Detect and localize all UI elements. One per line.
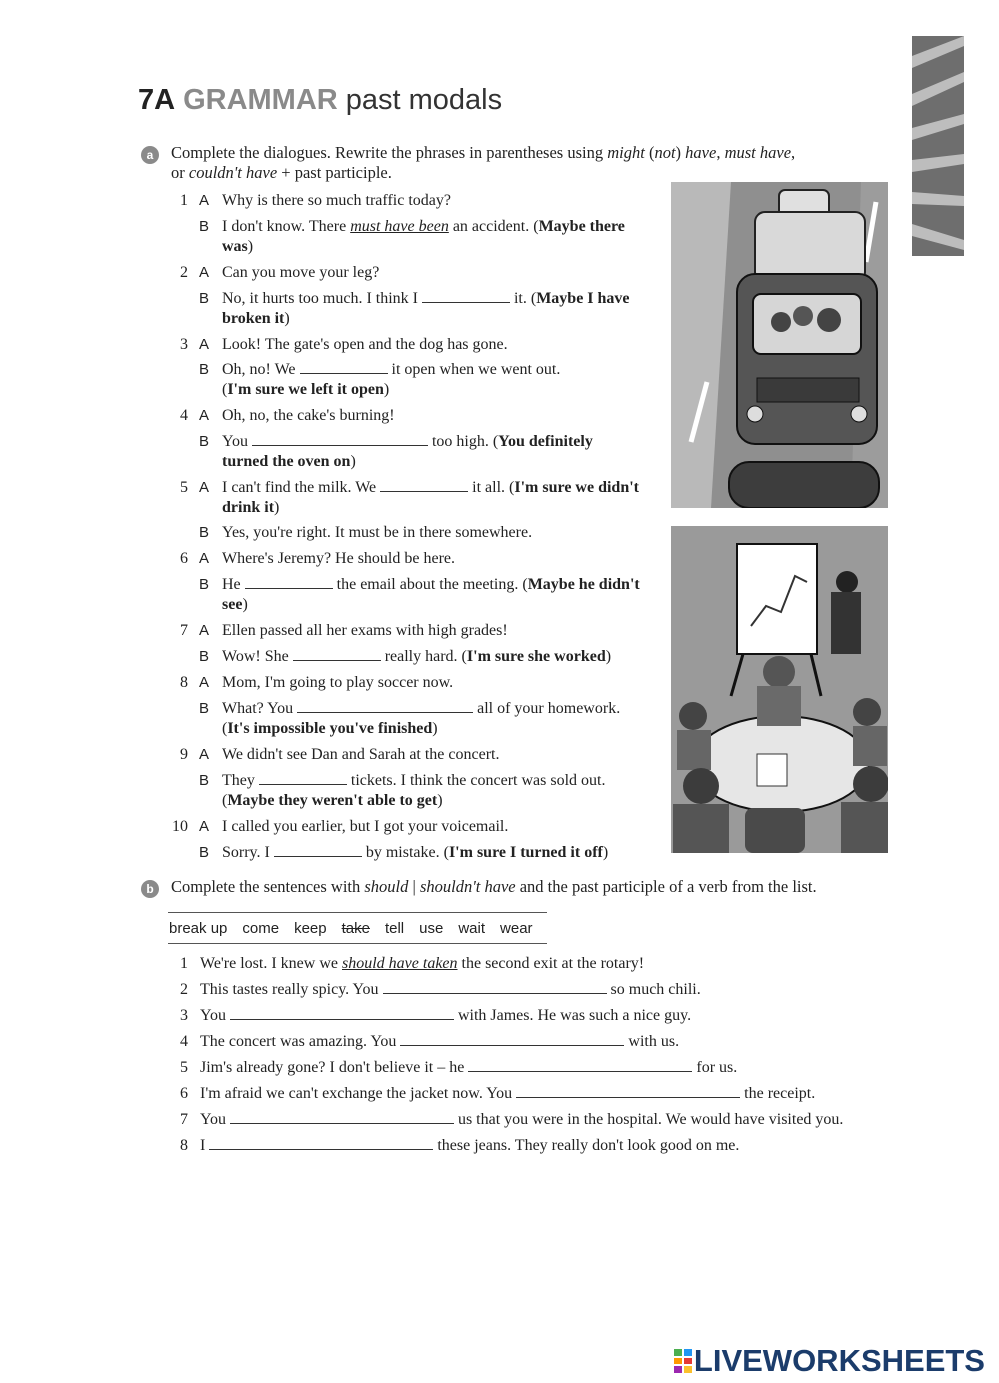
topic-label: past modals (345, 84, 503, 116)
answer-blank[interactable] (274, 843, 362, 857)
word-item: wear (500, 919, 533, 937)
answer-blank[interactable] (297, 699, 473, 713)
answer-blank[interactable] (209, 1136, 433, 1150)
answer-blank[interactable] (293, 647, 381, 661)
answer-blank[interactable] (252, 432, 428, 446)
badge-a: a (141, 146, 159, 164)
answer-blank[interactable] (300, 360, 388, 374)
logo-blocks-icon (674, 1349, 692, 1373)
instruction-a: Complete the dialogues. Rewrite the phrases in parentheses using might (not) have, must have, or couldn't have + past participle. (171, 143, 796, 182)
word-item-used: take (341, 919, 370, 937)
page-title (138, 84, 502, 117)
word-list-box (168, 912, 547, 944)
answer-blank[interactable] (245, 575, 333, 589)
unit-number: 7A (138, 84, 176, 116)
answer-blank[interactable] (380, 478, 468, 492)
liveworksheets-logo[interactable]: LIVEWORKSHEETS (674, 1343, 985, 1379)
word-item: tell (384, 919, 405, 937)
word-item: use (419, 919, 444, 937)
word-item: keep (294, 919, 327, 937)
example-answer: should have taken (342, 955, 458, 972)
instruction-b: Complete the sentences with should | shouldn't have and the past participle of a verb from the list. (171, 877, 817, 896)
traffic-illustration (671, 182, 888, 508)
answer-blank[interactable] (468, 1058, 692, 1072)
word-item: break up (169, 919, 228, 937)
section-label: GRAMMAR (183, 84, 338, 116)
meeting-illustration (671, 526, 888, 853)
answer-blank[interactable] (400, 1032, 624, 1046)
answer-blank[interactable] (230, 1006, 454, 1020)
badge-b: b (141, 880, 159, 898)
answer-blank[interactable] (230, 1110, 454, 1124)
corner-stripes-decoration (912, 36, 964, 256)
word-item: wait (458, 919, 486, 937)
example-answer: must have been (350, 218, 449, 235)
answer-blank[interactable] (422, 289, 510, 303)
answer-blank[interactable] (383, 980, 607, 994)
answer-blank[interactable] (516, 1084, 740, 1098)
answer-blank[interactable] (259, 771, 347, 785)
word-item: come (242, 919, 280, 937)
